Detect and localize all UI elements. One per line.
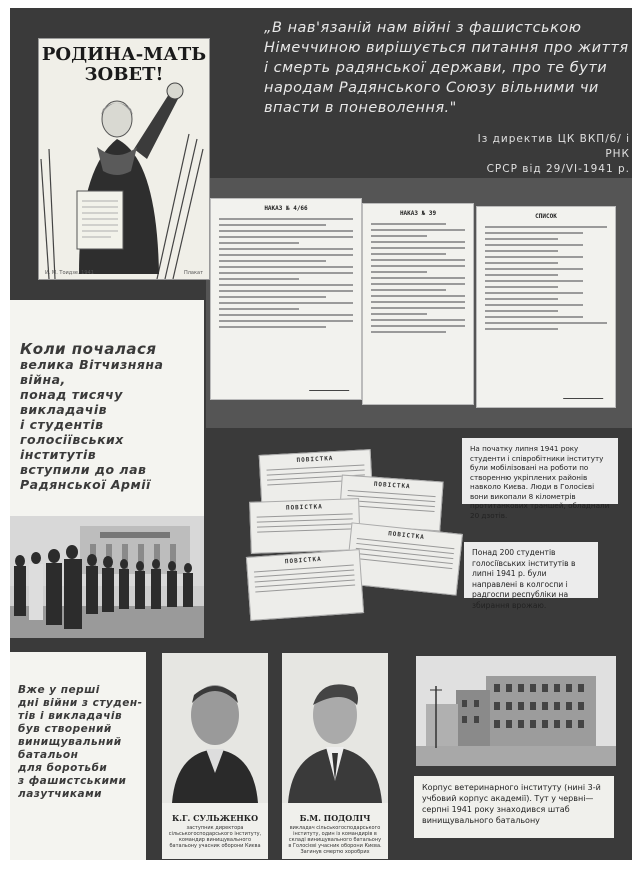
left-text-line: викладачів (20, 402, 108, 417)
portrait2-role: викладач сільськогосподарського інституту, один із командирів в складі винищувального батальону в Голосієві учасник оборони Києва. Загинув смертю хоробрих (288, 825, 382, 855)
left-text-line: голосіївських (20, 432, 124, 447)
battalion-text-line: для боротьби (18, 762, 108, 774)
list-document (476, 206, 616, 408)
battalion-text-line: винищувальний (18, 736, 122, 748)
mobilization-notice: ПОВІСТКА (345, 522, 463, 595)
left-text-line: Радянської Армії (20, 477, 151, 492)
battalion-text-line: був створений (18, 723, 112, 735)
poster-title-line1: РОДИНА-МАТЬ (41, 44, 207, 65)
left-text (20, 342, 200, 492)
battalion-text-line: Вже у перші (18, 684, 100, 696)
battalion-text (18, 684, 146, 801)
order-document-1 (210, 198, 362, 400)
doc3-title: СПИСОК (535, 213, 557, 220)
building-photo-image (416, 656, 616, 766)
portrait1-name: К.Г. СУЛЬЖЕНКО (171, 813, 259, 823)
mobilization-notice: ПОВІСТКА (338, 475, 443, 532)
veterinary-building-photo (416, 656, 616, 766)
exhibit-board (10, 8, 632, 860)
battalion-text-line: дні війни з студен- (18, 697, 143, 709)
kolkhoz-caption: Понад 200 студентів голосіївських інститутів в липні 1941 р. були направлені в колгоспи і радгоспи республіки на збирання врожаю. (464, 542, 598, 598)
doc2-title: НАКАЗ № 39 (399, 210, 437, 217)
poster-footer-right: Плакат (183, 270, 203, 276)
order-document-2 (362, 203, 474, 405)
poster-title-line2: ЗОВЕТ! (84, 64, 164, 85)
building-caption: Корпус ветеринарного інституту (нині 3-й учбовий корпус академії). Тут у червні—серпні 1941 року знаходився штаб винищувального батальону (414, 776, 614, 838)
portrait-sulzhenko-photo (162, 653, 268, 803)
students-group-photo (10, 516, 204, 638)
left-text-line: Коли почалася (20, 340, 157, 358)
doc3-signature (563, 388, 607, 399)
left-text-line: і студентів (20, 417, 104, 432)
doc1-signature (309, 380, 353, 391)
portrait2-name: Б.М. ПОДОЛІЧ (299, 813, 371, 823)
mobilization-notice: ПОВІСТКА (249, 498, 361, 554)
left-text-line: понад тисячу (20, 387, 123, 402)
quote-source (450, 132, 630, 177)
doc1-title: НАКАЗ № 4/66 (264, 205, 308, 212)
portrait1-role: заступник директора сільськогосподарського інституту, командир винищувального батальону учасник оборони Києва (168, 825, 262, 849)
quote-source-line1: Із директив ЦК ВКП/б/ і РНК (477, 133, 630, 160)
quote-source-line2: СРСР від 29/VI-1941 р. (486, 163, 630, 175)
battalion-text-line: з фашистськими (18, 775, 127, 787)
poster-footer (45, 270, 203, 276)
directive-quote: „В нав'язаній нам війні з фашистською Німеччиною вирішується питання про життя і смерть радянської держави, про те бути народам Радянського Союзу вільними чи впасти в поневолення." (264, 20, 629, 116)
trenches-caption: На початку липня 1941 року студенти і співробітники інституту були мобілізовані на роботи по створенню укріплених районів навколо Києва. Люди в Голосієві вони викопали 8 кілометрів протитанкових траншей, обладнали 20 дзотів. (462, 438, 618, 504)
poster-footer-left: И. М. Тоидзе. 1941 (45, 270, 94, 276)
poster-illustration (39, 39, 209, 279)
mobilization-notice: ПОВІСТКА (246, 549, 364, 621)
motherland-calls-poster (38, 38, 210, 280)
left-text-line: війна, (20, 372, 66, 387)
battalion-text-line: тів і викладачів (18, 710, 123, 722)
portrait-podolich-photo (282, 653, 388, 803)
battalion-text-line: батальон (18, 749, 79, 761)
portrait-sulzhenko (162, 653, 268, 859)
portrait-podolich (282, 653, 388, 859)
left-text-line: інститутів (20, 447, 97, 462)
battalion-text-line: лазутчиками (18, 788, 103, 800)
mobilization-notice: ПОВІСТКА (259, 449, 374, 507)
students-photo-image (10, 516, 204, 638)
left-text-line: вступили до лав (20, 462, 147, 477)
left-text-line: велика Вітчизняна (20, 357, 164, 372)
